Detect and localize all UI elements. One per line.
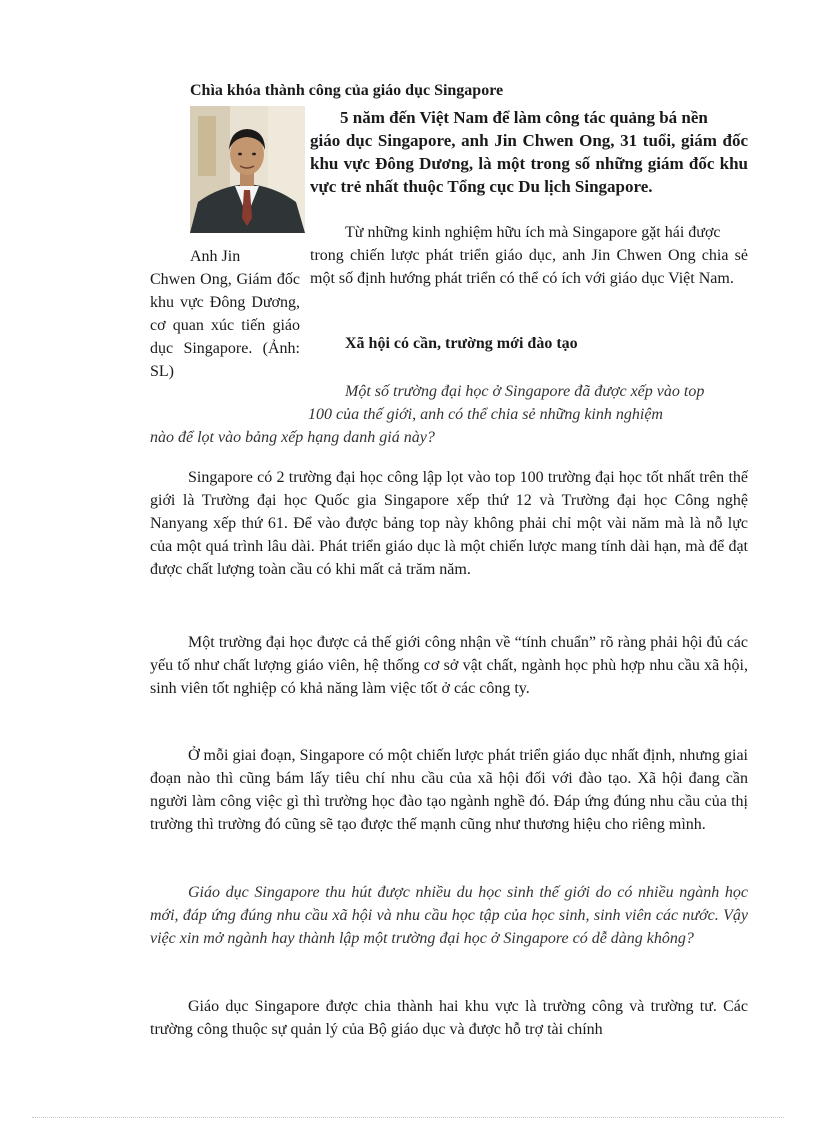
page-bottom-divider xyxy=(32,1117,784,1118)
question-one-line-2: 100 của thế giới, anh có thể chia sẻ những kinh nghiệm xyxy=(308,406,663,423)
question-two: Giáo dục Singapore thu hút được nhiều du học sinh thế giới do có nhiều ngành học mới, đáp ứng đúng nhu cầu xã hội và nhu cầu học tập của học sinh, sinh viên các nước. Vậy việc xin mở ngành hay thành lập một trường đại học ở Singapore có dễ dàng không? xyxy=(150,884,748,947)
caption-rest: Chwen Ong, Giám đốc khu vực Đông Dương, cơ quan xúc tiến giáo dục Singapore. (Ảnh: SL) xyxy=(150,271,300,380)
body-paragraph-4: Giáo dục Singapore được chia thành hai khu vực là trường công và trường tư. Các trường công thuộc sự quản lý của Bộ giáo dục và được hỗ trợ tài chính xyxy=(150,998,748,1038)
caption-first-line: Anh Jin xyxy=(190,248,241,265)
photo-caption xyxy=(150,245,300,383)
article-title: Chìa khóa thành công của giáo dục Singapore xyxy=(190,82,504,99)
question-one-line-1: Một số trường đại học ở Singapore đã được xếp vào top xyxy=(345,383,705,400)
lead-first-line: Từ những kinh nghiệm hữu ích mà Singapore gặt hái được xyxy=(345,224,721,241)
intro-rest: giáo dục Singapore, anh Jin Chwen Ong, 31 tuổi, giám đốc khu vực Đông Dương, là một trong số những giám đốc khu vực trẻ nhất thuộc Tổng cục Du lịch Singapore. xyxy=(310,131,748,196)
body-paragraph-1: Singapore có 2 trường đại học công lập lọt vào top 100 trường đại học tốt nhất trên thế giới là Trường đại học Quốc gia Singapore xếp thứ 12 và Trường đại học Công nghệ Nanyang xếp thứ 61. Để vào được bảng top này không phải chỉ một vài năm mà là nỗ lực của một quá trình lâu dài. Phát triển giáo dục là một chiến lược mang tính dài hạn, mà để đạt được chất lượng toàn cầu có khi mất cả trăm năm. xyxy=(150,469,748,578)
lead-paragraph xyxy=(310,221,748,290)
question-one xyxy=(150,380,784,449)
section-subheading: Xã hội có cần, trường mới đào tạo xyxy=(345,335,578,352)
intro-first-line: 5 năm đến Việt Nam để làm công tác quảng bá nền xyxy=(340,108,708,127)
body-paragraph-2: Một trường đại học được cả thế giới công nhận về “tính chuẩn” rõ ràng phải hội đủ các yếu tố như chất lượng giáo viên, hệ thống cơ sở vật chất, ngành học phù hợp nhu cầu xã hội, sinh viên tốt nghiệp có khả năng làm việc tốt ở các công ty. xyxy=(150,634,748,697)
lead-rest: trong chiến lược phát triển giáo dục, anh Jin Chwen Ong chia sẻ một số định hướng phát triển có thể có ích với giáo dục Việt Nam. xyxy=(310,247,748,287)
portrait-photo xyxy=(190,106,305,233)
question-one-line-3: nào để lọt vào bảng xếp hạng danh giá này? xyxy=(150,429,435,446)
portrait-image xyxy=(190,106,305,233)
body-paragraph-3: Ở mỗi giai đoạn, Singapore có một chiến lược phát triển giáo dục nhất định, nhưng giai đoạn nào thì cũng bám lấy tiêu chí nhu cầu của xã hội đối với đào tạo. Xã hội đang cần người làm công việc gì thì trường học đào tạo ngành nghề đó. Đáp ứng đúng nhu cầu của thị trường thì trường đó cũng sẽ tạo được thế mạnh cũng như thương hiệu cho riêng mình. xyxy=(150,747,748,833)
article-intro xyxy=(310,106,748,198)
